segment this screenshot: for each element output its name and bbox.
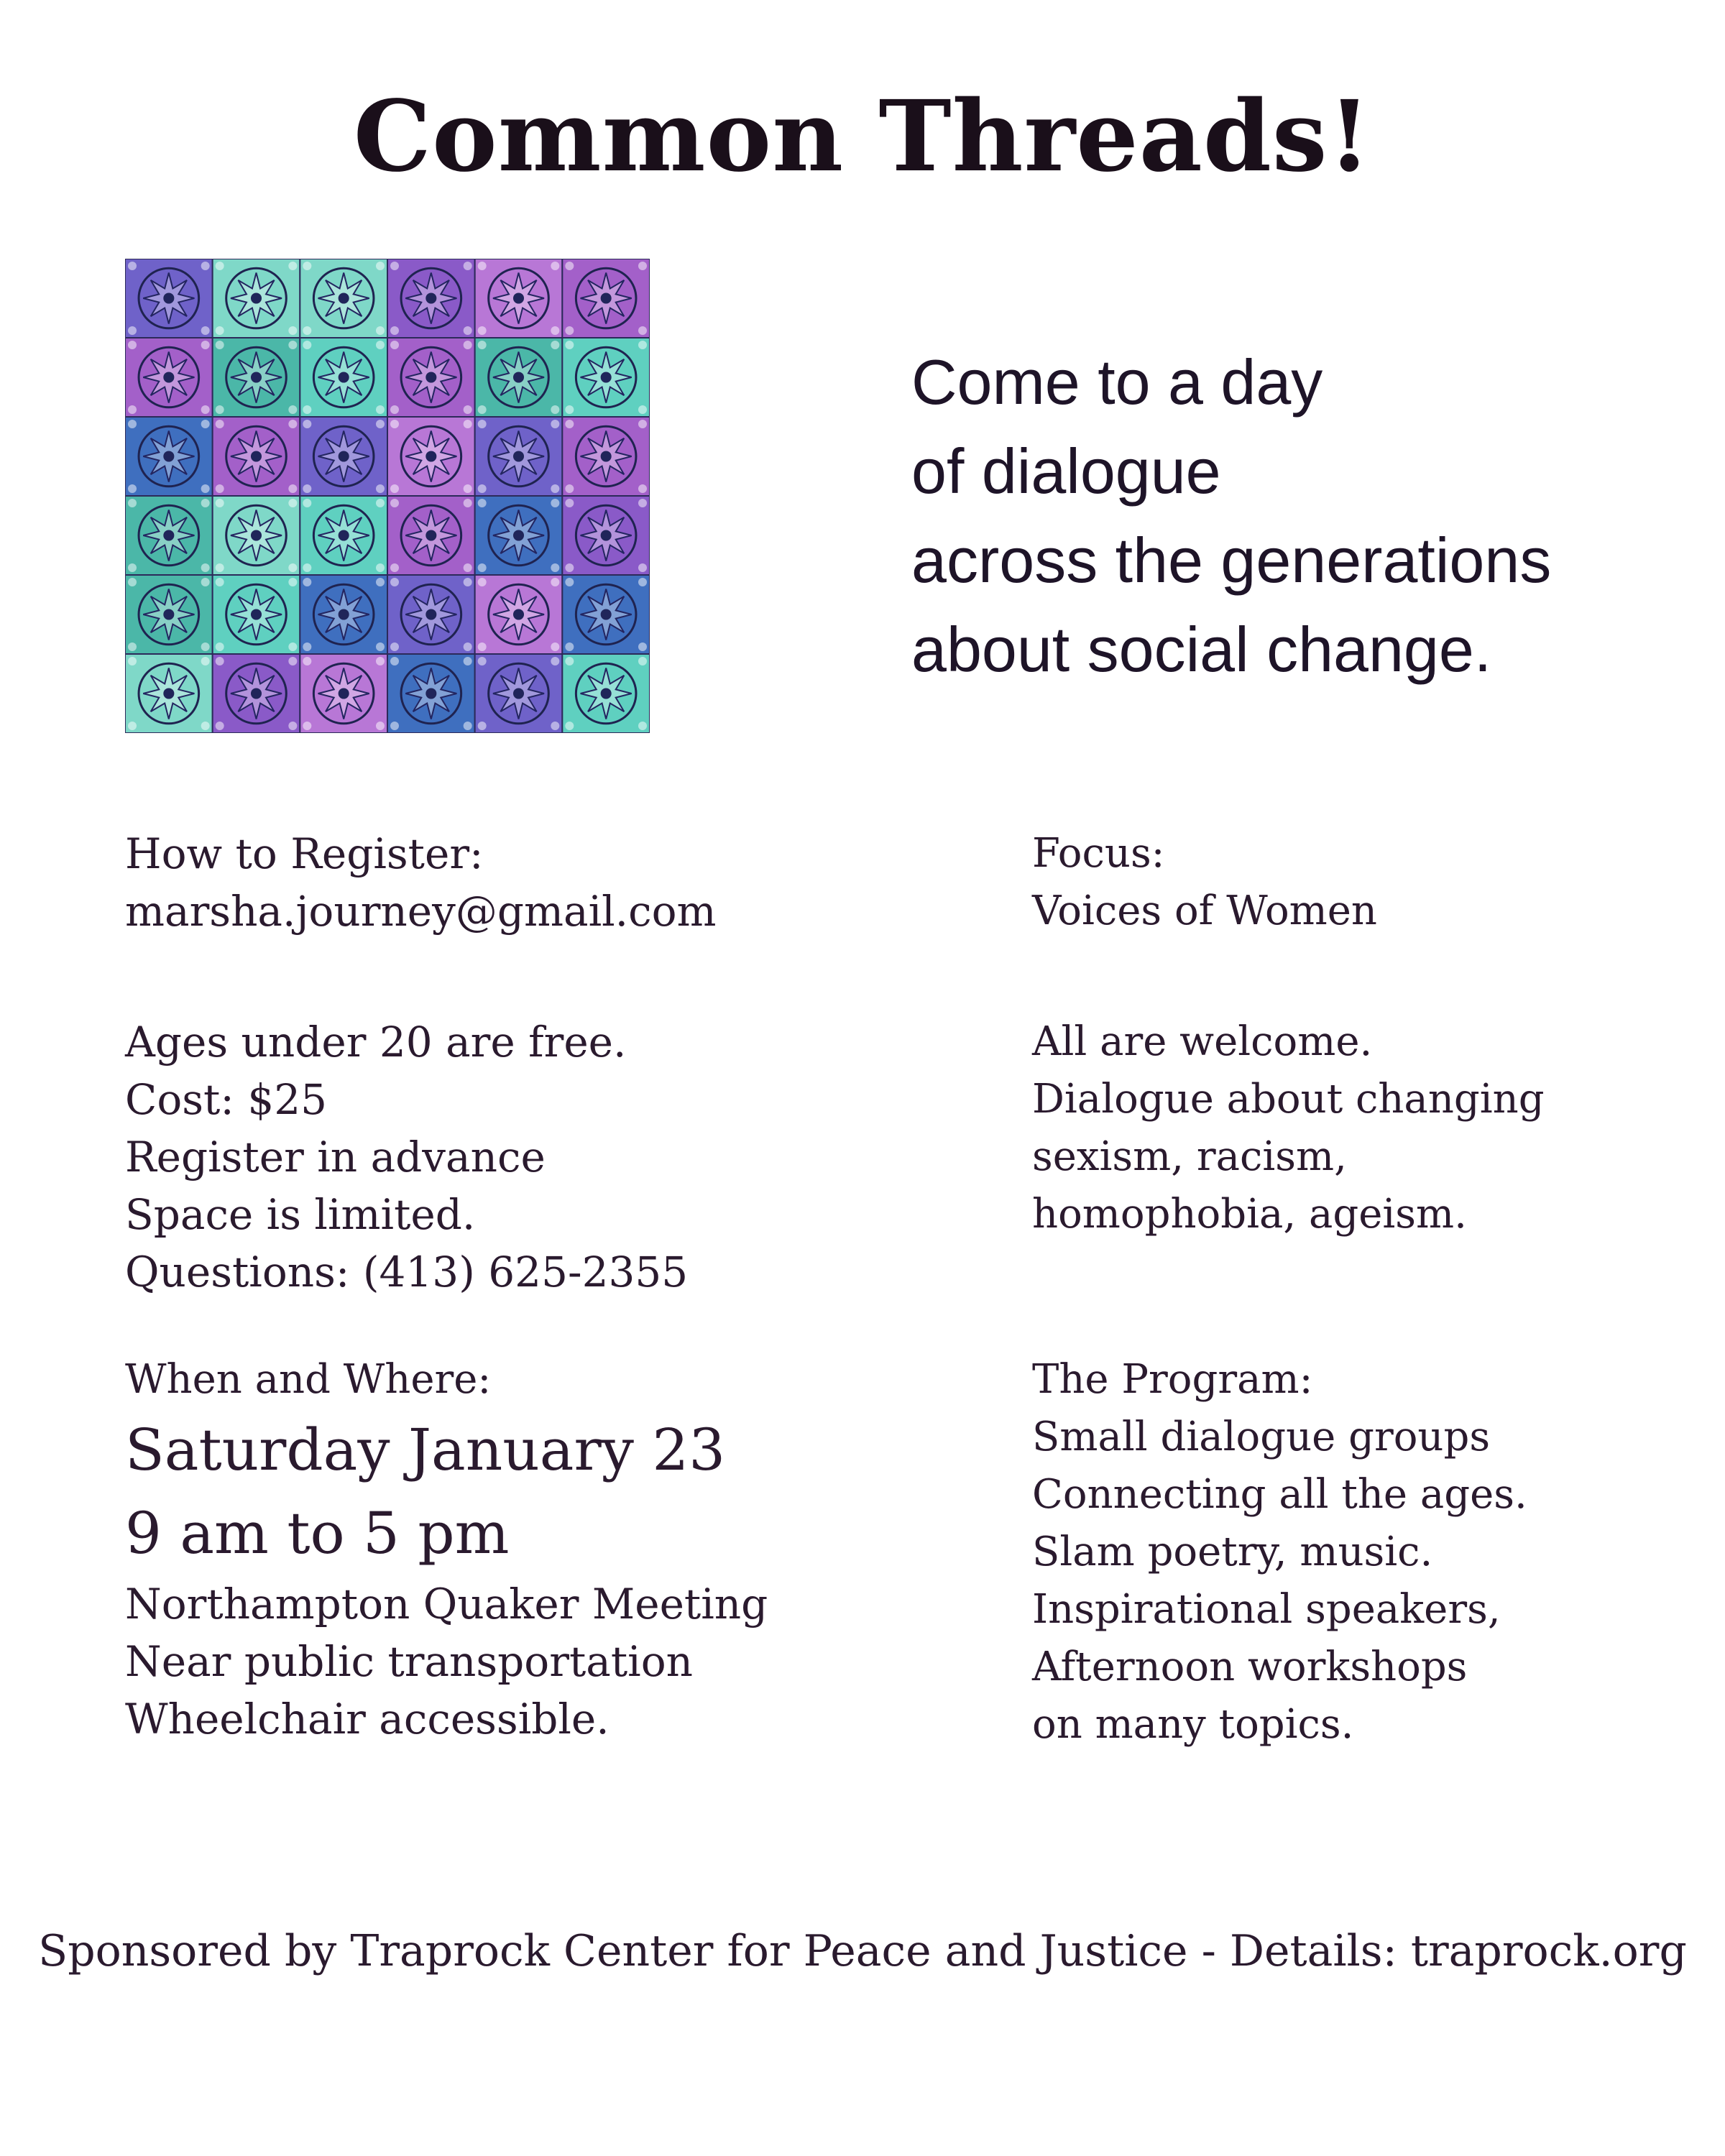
quilt-tile: [213, 654, 300, 733]
quilt-tile: [475, 496, 563, 575]
quilt-tile: [125, 496, 213, 575]
welcome-line: sexism, racism,: [1032, 1133, 1347, 1180]
when-where-section: [125, 1351, 916, 1748]
cost-line: Ages under 20 are free.: [125, 1018, 627, 1067]
cost-line: Register in advance: [125, 1133, 546, 1181]
quilt-tile: [475, 259, 563, 338]
sponsor-footer: Sponsored by Traprock Center for Peace and Justice - Details: traprock.org: [38, 1926, 1687, 1976]
welcome-section: [1032, 1013, 1715, 1243]
quilt-tile: [213, 259, 300, 338]
welcome-line: homophobia, ageism.: [1032, 1191, 1467, 1238]
quilt-tile: [562, 575, 650, 654]
quilt-tile: [213, 496, 300, 575]
quilt-tile: [300, 259, 387, 338]
quilt-tile: [213, 575, 300, 654]
when-heading: When and Where:: [125, 1356, 492, 1403]
focus-value: Voices of Women: [1032, 888, 1377, 934]
quilt-tile: [387, 417, 475, 496]
questions-phone: Questions: (413) 625-2355: [125, 1248, 689, 1296]
event-location: Northampton Quaker Meeting: [125, 1580, 768, 1628]
quilt-tile: [562, 496, 650, 575]
quilt-tile: [475, 654, 563, 733]
focus-heading: Focus:: [1032, 830, 1165, 877]
quilt-tile: [387, 338, 475, 417]
quilt-tile: [125, 575, 213, 654]
quilt-tile: [562, 654, 650, 733]
program-line: Afternoon workshops: [1032, 1644, 1468, 1690]
page-title: Common Threads!: [353, 79, 1372, 194]
quilt-image: [125, 259, 650, 733]
tagline-line: about social change.: [911, 614, 1492, 685]
quilt-tile: [387, 259, 475, 338]
tagline-line: of dialogue: [911, 436, 1221, 507]
cost-line: Cost: $25: [125, 1075, 328, 1124]
register-section: [125, 825, 916, 940]
focus-section: [1032, 825, 1715, 940]
quilt-tile: [387, 496, 475, 575]
quilt-tile: [562, 417, 650, 496]
program-line: Connecting all the ages.: [1032, 1471, 1527, 1518]
quilt-tile: [125, 417, 213, 496]
quilt-tile: [125, 654, 213, 733]
welcome-line: Dialogue about changing: [1032, 1076, 1545, 1123]
register-heading: How to Register:: [125, 829, 484, 878]
program-line: Small dialogue groups: [1032, 1414, 1491, 1460]
quilt-tile: [300, 575, 387, 654]
event-date: Saturday January 23: [125, 1416, 726, 1483]
program-heading: The Program:: [1032, 1356, 1313, 1403]
quilt-tile: [213, 338, 300, 417]
event-accessibility: Wheelchair accessible.: [125, 1695, 610, 1743]
tagline-line: across the generations: [911, 525, 1552, 596]
quilt-tile: [300, 338, 387, 417]
quilt-tile: [300, 496, 387, 575]
quilt-tile: [300, 654, 387, 733]
quilt-tile: [475, 575, 563, 654]
event-time: 9 am to 5 pm: [125, 1500, 510, 1567]
quilt-tile: [125, 259, 213, 338]
tagline: [911, 338, 1702, 694]
program-line: Inspirational speakers,: [1032, 1586, 1501, 1633]
cost-line: Space is limited.: [125, 1190, 476, 1239]
cost-section: [125, 1013, 916, 1301]
program-line: on many topics.: [1032, 1701, 1354, 1748]
quilt-tile: [300, 417, 387, 496]
quilt-tile: [387, 575, 475, 654]
tagline-line: Come to a day: [911, 346, 1323, 418]
quilt-tile: [562, 259, 650, 338]
event-transport: Near public transportation: [125, 1637, 693, 1686]
quilt-tile: [475, 338, 563, 417]
quilt-tile: [213, 417, 300, 496]
program-section: [1032, 1351, 1715, 1754]
quilt-tile: [562, 338, 650, 417]
quilt-tile: [125, 338, 213, 417]
program-line: Slam poetry, music.: [1032, 1529, 1433, 1575]
welcome-line: All are welcome.: [1032, 1018, 1373, 1065]
quilt-tile: [475, 417, 563, 496]
register-email-link[interactable]: marsha.journey@gmail.com: [125, 887, 717, 936]
quilt-tile: [387, 654, 475, 733]
